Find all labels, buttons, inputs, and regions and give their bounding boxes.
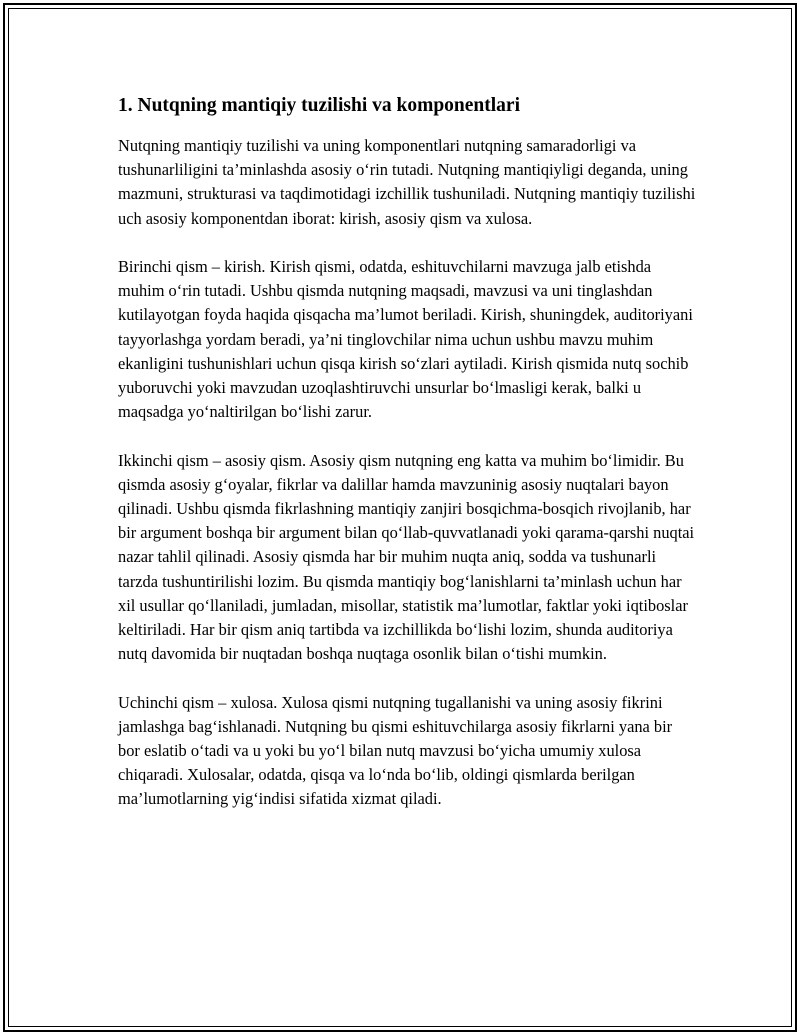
paragraph-introduction: Nutqning mantiqiy tuzilishi va uning komponentlari nutqning samaradorligi va tushunarliligini ta’minlashda asosiy o‘rin tutadi. Nutqning mantiqiyligi deganda, uning mazmuni, strukturasi va taqdimotidagi izchillik tushuniladi. Nutqning mantiqiy tuzilishi uch asosiy komponentdan iborat: kirish, asosiy qism va xulosa. — [118, 136, 696, 228]
paragraph-first-part: Birinchi qism – kirish. Kirish qismi, odatda, eshituvchilarni mavzuga jalb etishda muhim o‘rin tutadi. Ushbu qismda nutqning maqsadi, mavzusi va uni tinglashdan kutilayotgan foyda haqida qisqacha ma’lumot beriladi. Kirish, shuningdek, auditoriyani tayyorlashga yordam beradi, ya’ni tinglovchilar nima uchun ushbu mavzu muhim ekanligini tushunishlari uchun qisqa kirish so‘zlari aytiladi. Kirish qismida nutq sochib yuboruvchi yoki mavzudan uzoqlashtiruvchi unsurlar bo‘lmasligi kerak, balki u maqsadga yo‘naltirilgan bo‘lishi zarur. — [118, 257, 693, 422]
paragraph-third-part: Uchinchi qism – xulosa. Xulosa qismi nutqning tugallanishi va uning asosiy fikrini jamlashga bag‘ishlanadi. Nutqning bu qismi eshituvchilarga asosiy fikrlarni yana bir bor eslatib o‘tadi va u yoki bu yo‘l bilan nutq mavzusi bo‘yicha umumiy xulosa chiqaradi. Xulosalar, odatda, qisqa va lo‘nda bo‘lib, oldingi qismlarda berilgan ma’lumotlarning yig‘indisi sifatida xizmat qiladi. — [118, 692, 673, 809]
document-body — [118, 92, 698, 836]
paragraph-second-part: Ikkinchi qism – asosiy qism. Asosiy qism nutqning eng katta va muhim bo‘limidir. Bu qismda asosiy g‘oyalar, fikrlar va dalillar hamda mavzuninig asosiy nuqtalari bayon qilinadi. Ushbu qismda fikrlashning mantiqiy zanjiri bosqichma-bosqich rivojlanib, har bir argument boshqa bir argument bilan qo‘llab-quvvatlanadi yoki qarama-qarshi nuqtai nazar tahlil qilinadi. Asosiy qismda har bir muhim nuqta aniq, sodda va tushunarli tarzda tushuntirilishi lozim. Bu qismda mantiqiy bog‘lanishlarni ta’minlash uchun har xil usullar qo‘llaniladi, jumladan, misollar, statistik ma’lumotlar, faktlar yoki iqtiboslar keltiriladi. Har bir qism aniq tartibda va izchillikda bo‘lishi lozim, shunda auditoriya nutq davomida bir nuqtadan boshqa nuqtaga osonlik bilan o‘tishi mumkin. — [118, 450, 695, 664]
section-heading: 1. Nutqning mantiqiy tuzilishi va komponentlari — [118, 95, 520, 116]
